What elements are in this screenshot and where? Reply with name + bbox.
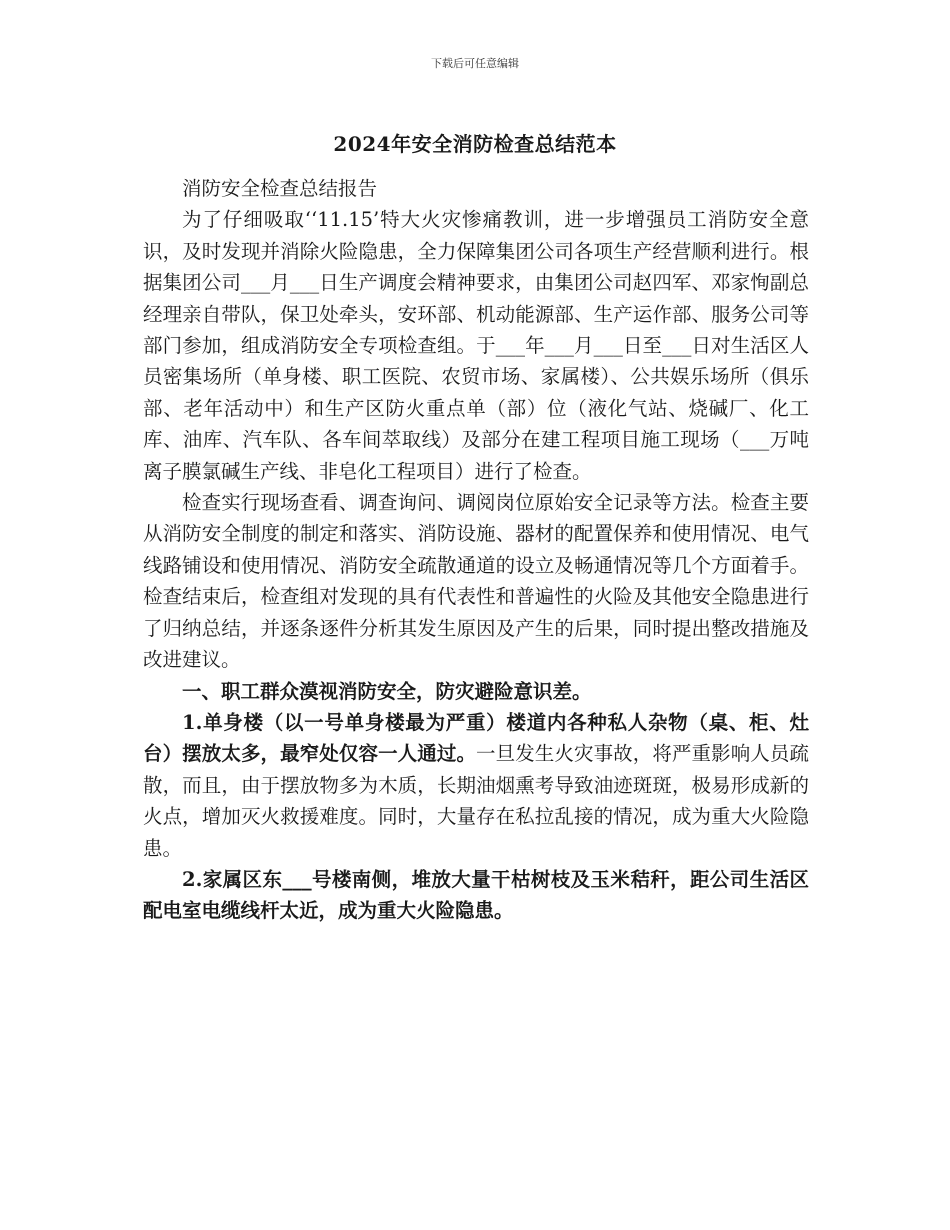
paragraph-method: 检查实行现场查看、调查询问、调阅岗位原始安全记录等方法。检查主要从消防安全制度的制定和落实、消防设施、器材的配置保养和使用情况、电气线路铺设和使用情况、消防安全疏散通道的设立及畅通情况等几个方面着手。检查结束后，检查组对发现的具有代表性和普遍性的火险及其他安全隐患进行了归纳总结，并逐条逐件分析其发生原因及产生的后果，同时提出整改措施及改进建议。 <box>143 491 809 672</box>
document-title: 2024年安全消防检查总结范本 <box>333 132 617 156</box>
section-heading-1: 一、职工群众漠视消防安全，防灾避险意识差。 <box>182 679 592 703</box>
document-body <box>143 173 809 927</box>
item-1-continuation: 一旦发生火灾事故，将严重影响人员疏散，而且，由于摆放物多为木质，长期油烟熏考导致油迹斑斑，极易形成新的火点，增加灭火救援难度。同时，大量存在私拉乱接的情况，成为重大火险隐患。 <box>143 742 809 860</box>
header-note: 下载后可任意编辑 <box>431 57 519 70</box>
paragraph-subtitle: 消防安全检查总结报告 <box>182 177 378 200</box>
paragraph-item-1 <box>143 707 809 864</box>
paragraph-item-2: 2.家属区东___号楼南侧，堆放大量干枯树枝及玉米秸秆，距公司生活区配电室电缆线杆太近，成为重大火险隐患。 <box>143 867 809 923</box>
item-1-bold-text: 1.单身楼（以一号单身楼最为严重）楼道内各种私人杂物（桌、柜、灶台）摆放太多，最窄处仅容一人通过。 <box>143 710 809 766</box>
paragraph-intro: 为了仔细吸取‘‘11.15’特大火灾惨痛教训，进一步增强员工消防安全意识，及时发现并消除火险隐患，全力保障集团公司各项生产经营顺利进行。根据集团公司___月___日生产调度会精神要求，由集团公司赵四军、邓家恂副总经理亲自带队，保卫处牵头，安环部、机动能源部、生产运作部、服务公司等部门参加，组成消防安全专项检查组。于___年___月___日至___日对生活区人员密集场所（单身楼、职工医院、农贸市场、家属楼）、公共娱乐场所（俱乐部、老年活动中）和生产区防火重点单（部）位（液化气站、烧碱厂、化工库、油库、汽车队、各车间萃取线）及部分在建工程项目施工现场（___万吨离子膜氯碱生产线、非皂化工程项目）进行了检查。 <box>143 208 809 483</box>
